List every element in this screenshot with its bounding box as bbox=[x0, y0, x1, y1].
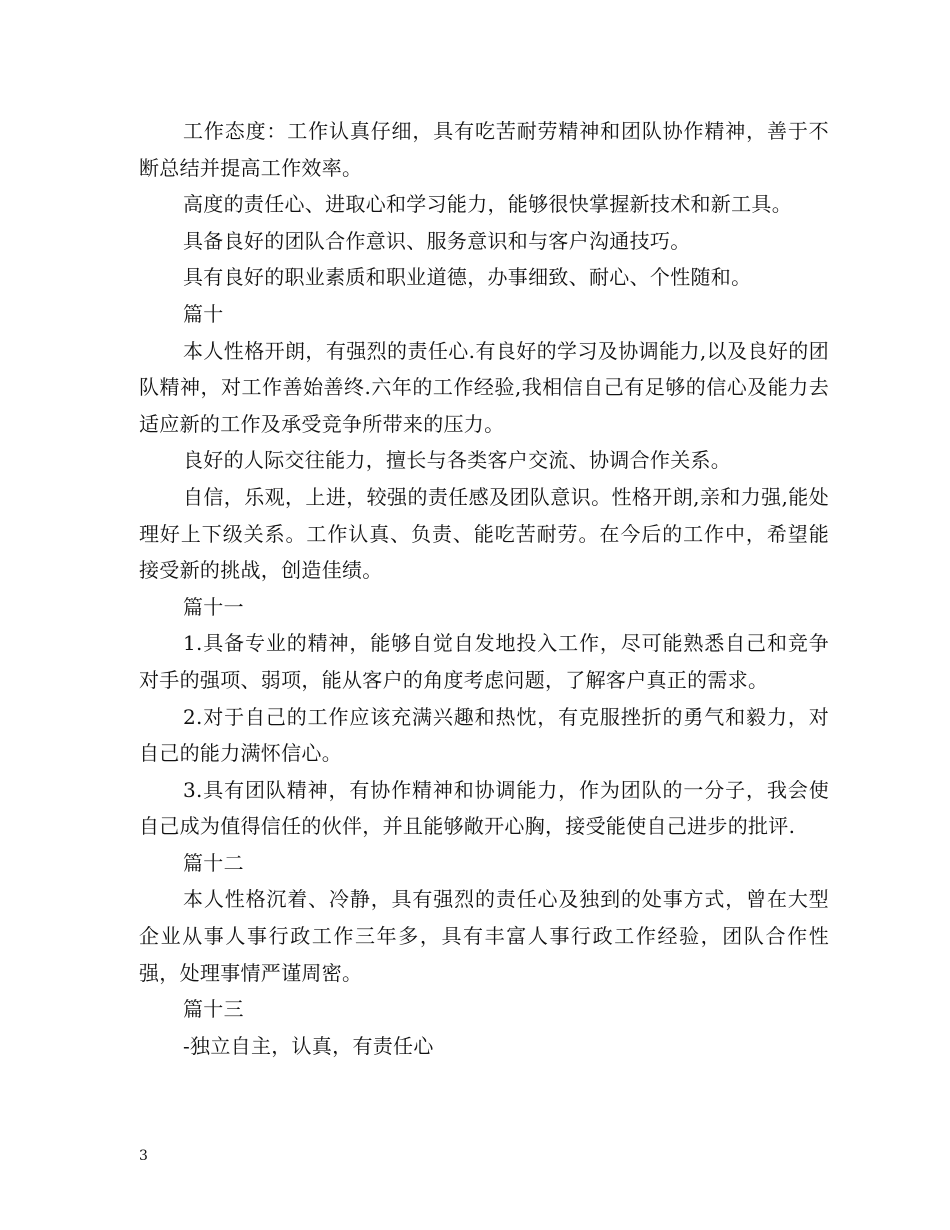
document-body bbox=[139, 113, 829, 1064]
paragraph-independent: -独立自主，认真，有责任心 bbox=[183, 1033, 434, 1058]
list-item-2: 2.对于自己的工作应该充满兴趣和热忱，有克服挫折的勇气和毅力，对自己的能力满怀信心。 bbox=[139, 704, 829, 766]
paragraph-teamwork: 具备良好的团队合作意识、服务意识和与客户沟通技巧。 bbox=[183, 228, 691, 253]
page-number: 3 bbox=[139, 1148, 148, 1164]
list-item-1: 1.具备专业的精神，能够自觉自发地投入工作，尽可能熟悉自己和竞争对手的强项、弱项，能从客户的角度考虑问题，了解客户真正的需求。 bbox=[139, 631, 829, 692]
section-heading-12: 篇十二 bbox=[183, 850, 244, 875]
paragraph-professional-quality: 具有良好的职业素质和职业道德，办事细致、耐心、个性随和。 bbox=[183, 265, 752, 290]
list-item-3: 3.具有团队精神，有协作精神和协调能力，作为团队的一分子，我会使自己成为值得信任的伙伴，并且能够敞开心胸，接受能使自己进步的批评. bbox=[139, 777, 829, 839]
paragraph-confidence: 自信，乐观，上进，较强的责任感及团队意识。性格开朗,亲和力强,能处理好上下级关系。工作认真、负责、能吃苦耐劳。在今后的工作中，希望能接受新的挑战，创造佳绩。 bbox=[139, 484, 829, 583]
section-heading-13: 篇十三 bbox=[183, 997, 244, 1022]
paragraph-calm-personality: 本人性格沉着、冷静，具有强烈的责任心及独到的处事方式，曾在大型企业从事人事行政工作三年多，具有丰富人事行政工作经验，团队合作性强，处理事情严谨周密。 bbox=[139, 887, 829, 985]
section-heading-11: 篇十一 bbox=[183, 594, 244, 619]
paragraph-interpersonal: 良好的人际交往能力，擅长与各类客户交流、协调合作关系。 bbox=[183, 448, 732, 473]
paragraph-work-attitude: 工作态度：工作认真仔细，具有吃苦耐劳精神和团队协作精神，善于不断总结并提高工作效率。 bbox=[139, 119, 829, 180]
section-heading-10: 篇十 bbox=[183, 301, 224, 326]
paragraph-responsibility: 高度的责任心、进取心和学习能力，能够很快掌握新技术和新工具。 bbox=[183, 192, 792, 217]
paragraph-personality: 本人性格开朗，有强烈的责任心.有良好的学习及协调能力,以及良好的团队精神，对工作善始善终.六年的工作经验,我相信自己有足够的信心及能力去适应新的工作及承受竞争所带来的压力。 bbox=[139, 338, 829, 436]
